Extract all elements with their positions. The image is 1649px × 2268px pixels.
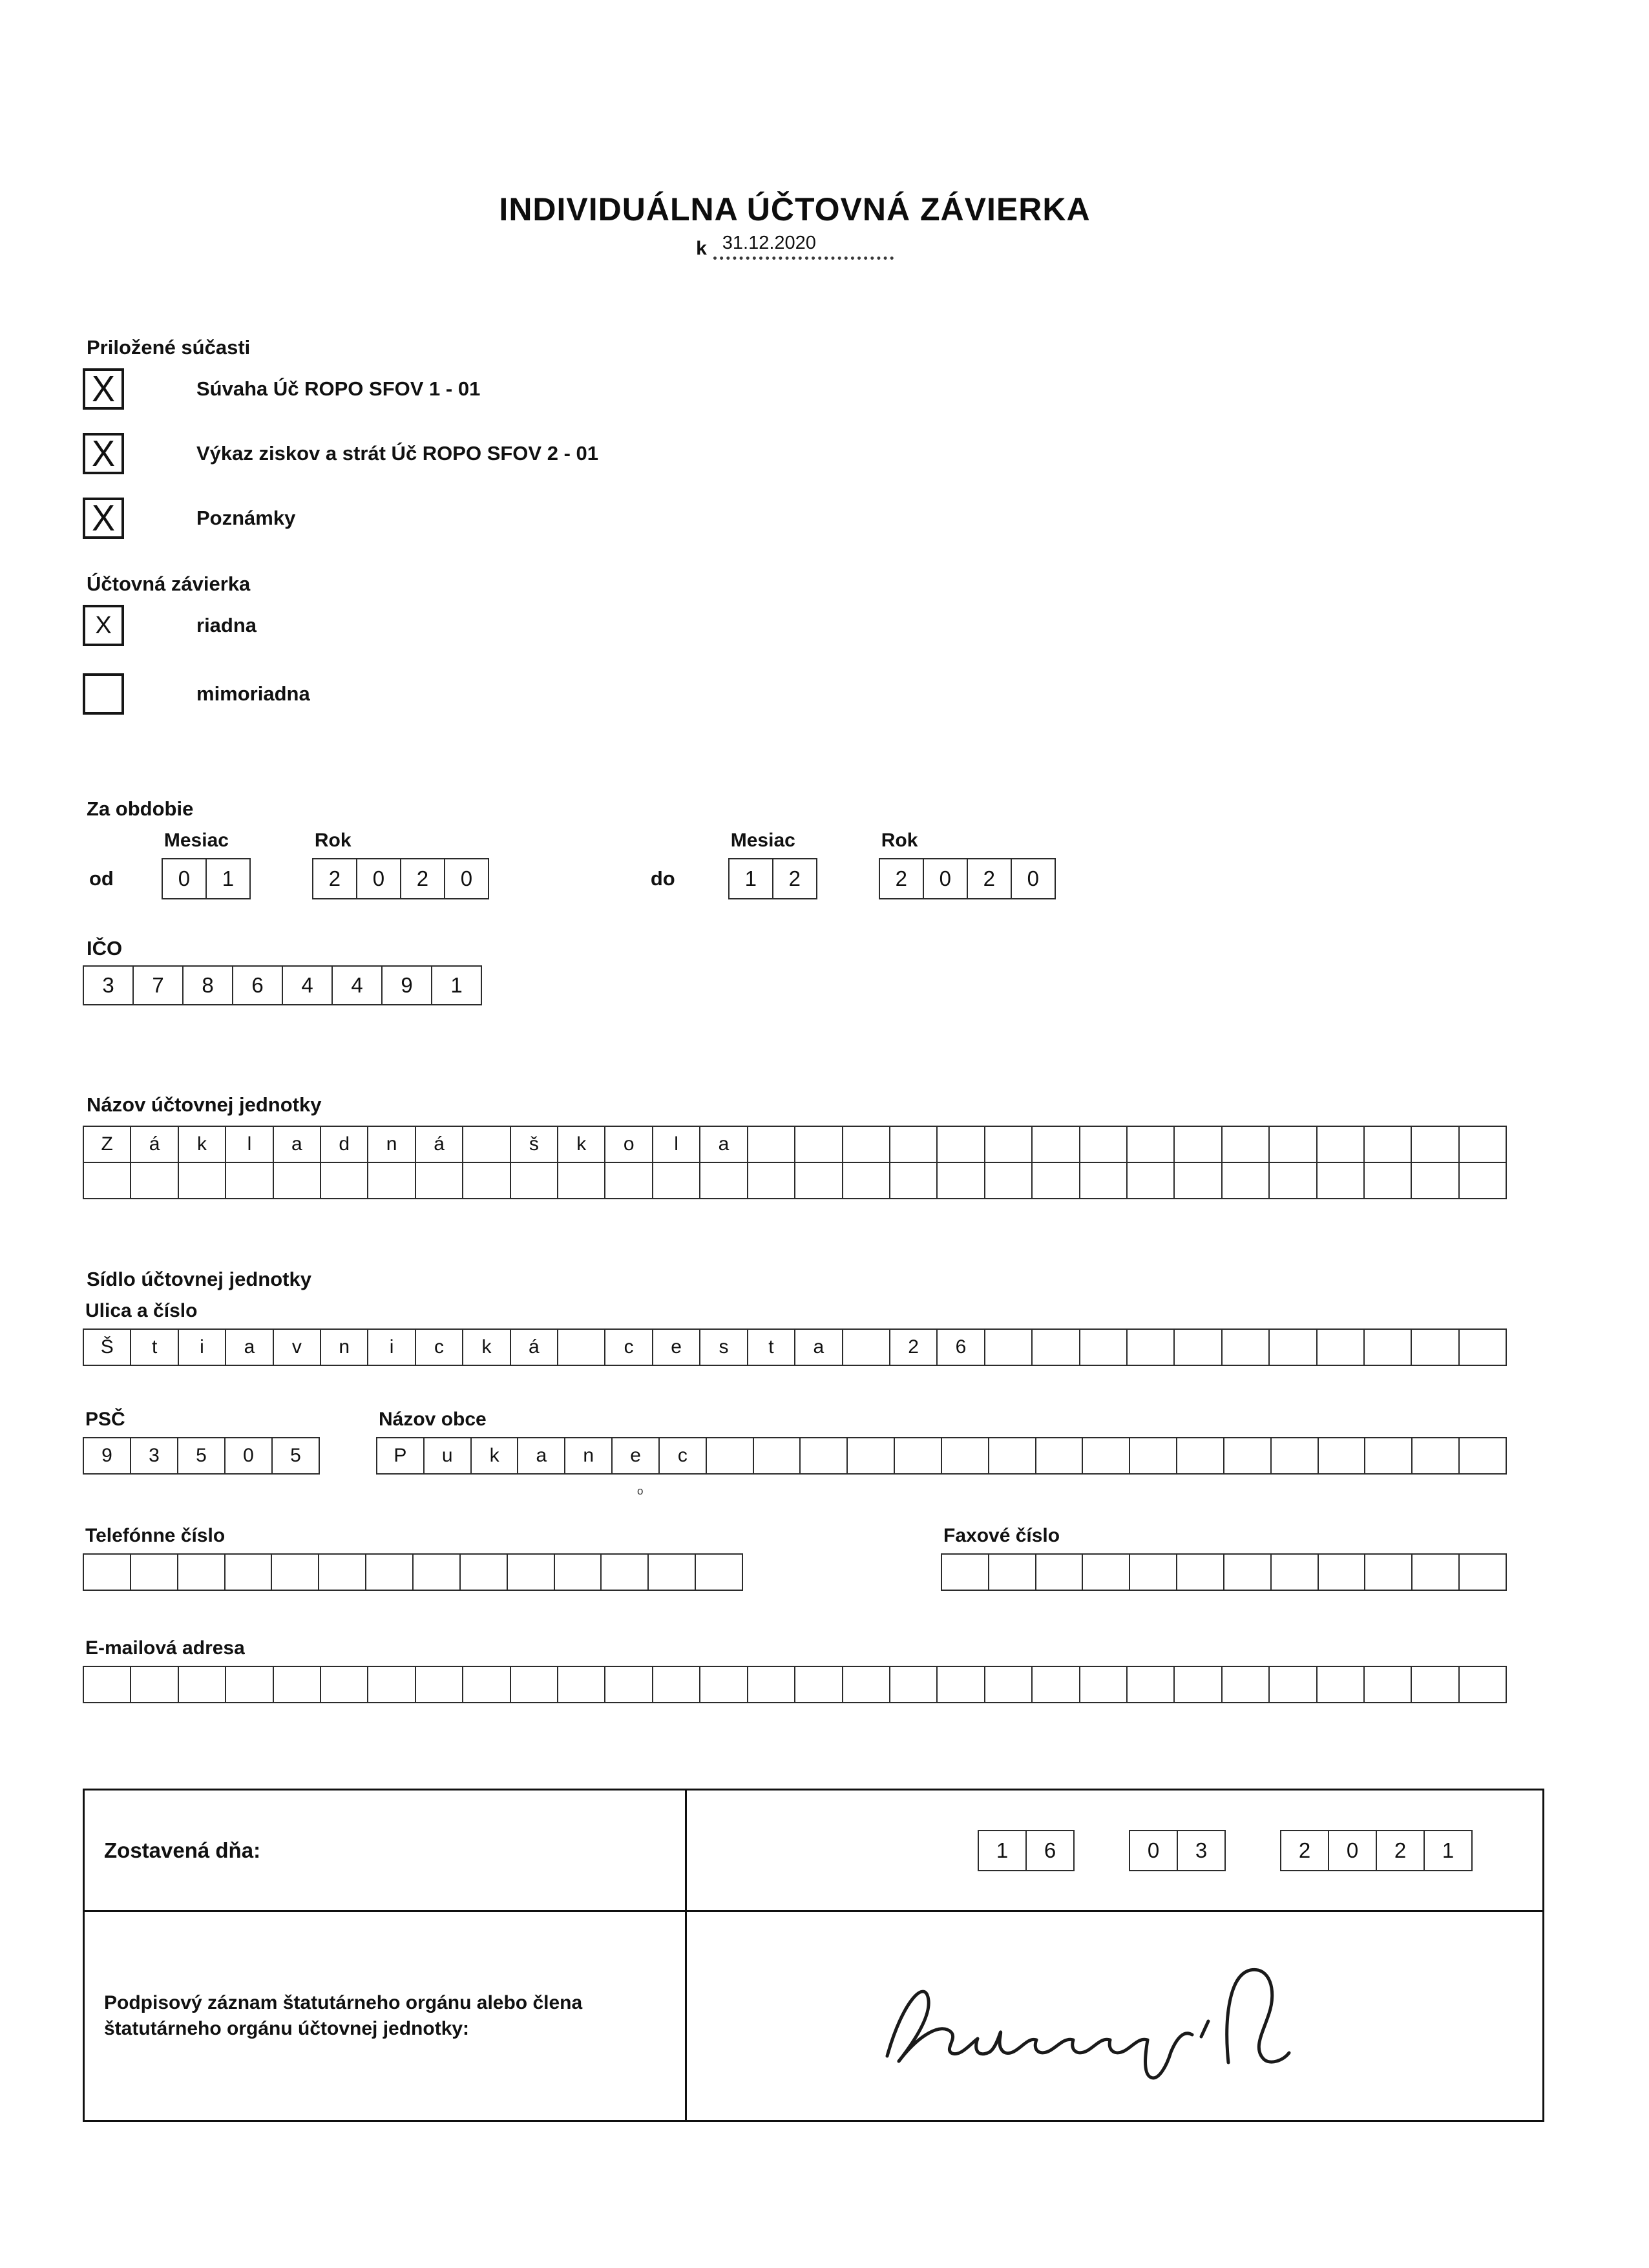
char-cell: 0 [1328,1830,1377,1871]
char-cell [557,1328,605,1366]
checkbox-poznamky [83,498,124,539]
char-cell [1411,1162,1459,1199]
char-cell: 2 [312,858,357,899]
entity-name-section [83,1093,1507,1199]
email-grid [83,1666,1507,1703]
char-cell: t [747,1328,795,1366]
char-cell [1129,1553,1177,1591]
checkbox-mark: X [95,612,112,639]
closing-type-section [83,572,1507,715]
k-label: k [696,238,707,259]
char-cell [1221,1666,1270,1703]
char-cell: 6 [1025,1830,1075,1871]
char-cell: a [517,1437,565,1475]
checkbox-vykaz [83,433,124,474]
char-cell [1173,1162,1222,1199]
char-cell: 2 [879,858,924,899]
char-cell [1316,1666,1365,1703]
char-cell [842,1162,890,1199]
char-cell [1221,1126,1270,1163]
period-to-year-grid [879,858,1056,899]
char-cell: 9 [381,965,432,1005]
char-cell [984,1162,1033,1199]
char-cell: e [611,1437,660,1475]
char-cell: á [510,1328,558,1366]
char-cell [83,1162,131,1199]
char-cell: k [470,1437,519,1475]
char-cell: 0 [1011,858,1056,899]
char-cell: 1 [728,858,773,899]
char-cell [1411,1666,1459,1703]
char-cell [600,1553,649,1591]
char-cell: e [652,1328,700,1366]
char-cell [1270,1553,1319,1591]
char-cell [367,1162,415,1199]
char-cell [1458,1553,1507,1591]
attached-item-label: Súvaha Úč ROPO SFOV 1 - 01 [196,377,481,400]
attached-item-poznamky [83,498,1507,539]
char-cell [462,1126,510,1163]
attached-item-label: Výkaz ziskov a strát Úč ROPO SFOV 2 - 01 [196,442,598,465]
closing-type-heading: Účtovná závierka [87,572,251,595]
compiled-month-grid [1129,1830,1226,1871]
char-cell [459,1553,508,1591]
char-cell [747,1126,795,1163]
char-cell [1221,1162,1270,1199]
char-cell [1458,1437,1507,1475]
entity-name-heading: Názov účtovnej jednotky [87,1093,322,1116]
char-cell [984,1126,1033,1163]
char-cell [1268,1328,1317,1366]
scan-artifact: o [637,1485,644,1497]
char-cell: Š [83,1328,131,1366]
char-cell [365,1553,414,1591]
char-cell [1363,1126,1412,1163]
char-cell [367,1666,415,1703]
address-heading: Sídlo účtovnej jednotky [87,1268,311,1290]
char-cell: á [415,1126,463,1163]
char-cell [225,1666,273,1703]
char-cell [412,1553,461,1591]
char-cell [415,1162,463,1199]
char-cell [652,1666,700,1703]
char-cell [178,1666,226,1703]
month-label: Mesiac [730,830,795,851]
phone-label: Telefónne číslo [85,1525,226,1546]
compiled-date-boxes [687,1790,1542,1910]
checkbox-mimoriadna [83,673,124,715]
char-cell: 5 [271,1437,320,1475]
char-cell [510,1162,558,1199]
char-cell: 5 [177,1437,226,1475]
char-cell: 4 [331,965,383,1005]
checkbox-mark: X [91,368,116,410]
char-cell [747,1666,795,1703]
char-cell [941,1553,989,1591]
char-cell [273,1162,321,1199]
char-cell [1268,1126,1317,1163]
char-cell: l [225,1126,273,1163]
char-cell: 9 [83,1437,131,1475]
char-cell [604,1666,653,1703]
char-cell [1458,1162,1507,1199]
char-cell [1270,1437,1319,1475]
as-of-date-line [83,232,1507,260]
char-cell [988,1437,1036,1475]
month-label: Mesiac [163,830,229,851]
char-cell [889,1162,938,1199]
char-cell [842,1666,890,1703]
char-cell [647,1553,696,1591]
year-label: Rok [881,830,918,851]
char-cell [320,1162,368,1199]
char-cell [988,1553,1036,1591]
char-cell: 0 [923,858,968,899]
char-cell [130,1162,178,1199]
char-cell [1079,1126,1128,1163]
char-cell [273,1666,321,1703]
char-cell: 8 [182,965,233,1005]
entity-name-grid-row2 [83,1162,1507,1199]
char-cell [1126,1126,1175,1163]
footer-table [83,1789,1544,2122]
char-cell: 0 [162,858,207,899]
char-cell: n [564,1437,613,1475]
char-cell [224,1553,273,1591]
closing-type-mimoriadna [83,673,1507,715]
char-cell [842,1328,890,1366]
char-cell: s [699,1328,748,1366]
char-cell [1173,1328,1222,1366]
period-from-label: od [89,867,114,890]
checkbox-mark: X [91,433,116,474]
period-section [83,797,1507,899]
town-label: Názov obce [379,1409,487,1430]
char-cell: 6 [232,965,283,1005]
char-cell [1176,1553,1224,1591]
period-from-year-grid [312,858,489,899]
char-cell [889,1126,938,1163]
char-cell [794,1666,843,1703]
char-cell [652,1162,700,1199]
char-cell: c [415,1328,463,1366]
signature-label: Podpisový záznam štatutárneho orgánu alebo člena štatutárneho orgánu účtovnej jednotky: [104,1991,583,2039]
char-cell [936,1126,985,1163]
char-cell [1129,1437,1177,1475]
char-cell: t [130,1328,178,1366]
char-cell [941,1437,989,1475]
signature-label-cell [85,1912,687,2120]
char-cell: 0 [1129,1830,1178,1871]
checkbox-mark: X [91,498,116,539]
char-cell: 4 [282,965,333,1005]
char-cell: 1 [205,858,251,899]
char-cell [1223,1553,1272,1591]
char-cell: n [367,1126,415,1163]
char-cell [1079,1162,1128,1199]
checkbox-suvaha [83,368,124,410]
char-cell [318,1553,366,1591]
char-cell [1082,1437,1130,1475]
char-cell: u [423,1437,472,1475]
period-to-label: do [650,867,675,890]
char-cell [1316,1162,1365,1199]
char-cell: 2 [967,858,1012,899]
signature [869,1938,1360,2094]
char-cell [753,1437,801,1475]
char-cell [557,1666,605,1703]
char-cell [462,1162,510,1199]
char-cell [1223,1437,1272,1475]
char-cell [415,1666,463,1703]
char-cell [1082,1553,1130,1591]
as-of-date: 31.12.2020 [722,233,816,253]
char-cell [1364,1437,1413,1475]
char-cell [1176,1437,1224,1475]
char-cell: š [510,1126,558,1163]
char-cell [1458,1666,1507,1703]
char-cell [889,1666,938,1703]
email-label: E-mailová adresa [85,1637,245,1659]
compiled-date-label: Zostavená dňa: [104,1838,261,1862]
char-cell: 0 [356,858,401,899]
char-cell [695,1553,743,1591]
closing-type-label: mimoriadna [196,682,310,705]
char-cell [130,1666,178,1703]
char-cell: 2 [400,858,445,899]
char-cell [1411,1437,1460,1475]
char-cell [846,1437,895,1475]
ico-section [83,937,1507,1005]
ico-label: IČO [87,937,123,960]
char-cell [1316,1328,1365,1366]
street-grid [83,1328,1507,1366]
char-cell: n [320,1328,368,1366]
char-cell [699,1162,748,1199]
psc-label: PSČ [85,1409,125,1430]
attached-item-label: Poznámky [196,507,296,529]
char-cell [799,1437,848,1475]
char-cell [1126,1328,1175,1366]
char-cell [1363,1162,1412,1199]
compiled-year-grid [1280,1830,1473,1871]
char-cell: Z [83,1126,131,1163]
year-label: Rok [314,830,352,851]
char-cell [1031,1328,1080,1366]
char-cell: l [652,1126,700,1163]
char-cell [1316,1126,1365,1163]
dotted-line [713,232,894,260]
char-cell [510,1666,558,1703]
period-from-month-grid [162,858,251,899]
char-cell: 2 [889,1328,938,1366]
char-cell [83,1666,131,1703]
char-cell [1318,1553,1366,1591]
closing-type-riadna [83,605,1507,646]
char-cell [1411,1553,1460,1591]
psc-grid [83,1437,320,1475]
char-cell [1126,1666,1175,1703]
char-cell [984,1666,1033,1703]
char-cell [1031,1666,1080,1703]
char-cell: 1 [978,1830,1027,1871]
char-cell: i [178,1328,226,1366]
char-cell [894,1437,942,1475]
period-to-month-grid [728,858,817,899]
char-cell: k [462,1328,510,1366]
char-cell [557,1162,605,1199]
char-cell: 3 [83,965,134,1005]
char-cell: 1 [431,965,482,1005]
char-cell: k [178,1126,226,1163]
char-cell: i [367,1328,415,1366]
fax-grid [941,1553,1507,1591]
char-cell [1318,1437,1366,1475]
attached-heading: Priložené súčasti [87,336,251,359]
char-cell: v [273,1328,321,1366]
page-title: INDIVIDUÁLNA ÚČTOVNÁ ZÁVIERKA [499,191,1091,227]
char-cell: o [604,1126,653,1163]
checkbox-riadna [83,605,124,646]
char-cell [1031,1162,1080,1199]
char-cell [1411,1126,1459,1163]
char-cell [130,1553,178,1591]
town-grid [376,1437,1507,1475]
char-cell: a [273,1126,321,1163]
char-cell: a [225,1328,273,1366]
signature-cell [687,1912,1542,2120]
address-section [83,1268,1507,1703]
char-cell: a [794,1328,843,1366]
char-cell [1458,1126,1507,1163]
char-cell [320,1666,368,1703]
char-cell [604,1162,653,1199]
attached-item-vykaz [83,433,1507,474]
char-cell [1363,1666,1412,1703]
char-cell [83,1553,131,1591]
char-cell [699,1666,748,1703]
char-cell [842,1126,890,1163]
char-cell: 6 [936,1328,985,1366]
char-cell: 1 [1423,1830,1473,1871]
char-cell: 3 [130,1437,178,1475]
char-cell: 0 [224,1437,273,1475]
fax-label: Faxové číslo [943,1525,1060,1546]
char-cell: a [699,1126,748,1163]
char-cell [1268,1162,1317,1199]
phone-grid [83,1553,743,1591]
char-cell [554,1553,602,1591]
street-label: Ulica a číslo [85,1300,198,1321]
char-cell: 2 [772,858,817,899]
attached-item-suvaha [83,368,1507,410]
char-cell [936,1666,985,1703]
char-cell: 2 [1376,1830,1425,1871]
char-cell [271,1553,319,1591]
char-cell: 0 [444,858,489,899]
char-cell [1458,1328,1507,1366]
attached-section [83,336,1507,539]
char-cell: k [557,1126,605,1163]
char-cell [1126,1162,1175,1199]
char-cell [1173,1666,1222,1703]
char-cell [794,1126,843,1163]
char-cell [1411,1328,1459,1366]
char-cell: 2 [1280,1830,1329,1871]
char-cell: d [320,1126,368,1163]
char-cell [984,1328,1033,1366]
char-cell [462,1666,510,1703]
char-cell: 3 [1177,1830,1226,1871]
char-cell [1363,1328,1412,1366]
char-cell [1079,1328,1128,1366]
char-cell [747,1162,795,1199]
char-cell: c [658,1437,707,1475]
char-cell: á [130,1126,178,1163]
char-cell [225,1162,273,1199]
char-cell [936,1162,985,1199]
compiled-date-cell [85,1790,687,1910]
char-cell [507,1553,555,1591]
char-cell [177,1553,226,1591]
char-cell [1079,1666,1128,1703]
entity-name-grid-row1 [83,1126,1507,1163]
char-cell [1268,1666,1317,1703]
char-cell: P [376,1437,425,1475]
char-cell [706,1437,754,1475]
char-cell [794,1162,843,1199]
char-cell [1031,1126,1080,1163]
closing-type-label: riadna [196,614,257,636]
char-cell [1035,1437,1084,1475]
char-cell [1364,1553,1413,1591]
char-cell [1035,1553,1084,1591]
ico-grid [83,965,1507,1005]
char-cell [1173,1126,1222,1163]
char-cell: c [604,1328,653,1366]
char-cell [178,1162,226,1199]
period-heading: Za obdobie [87,797,194,820]
char-cell: 7 [132,965,184,1005]
char-cell [1221,1328,1270,1366]
compiled-day-grid [978,1830,1075,1871]
